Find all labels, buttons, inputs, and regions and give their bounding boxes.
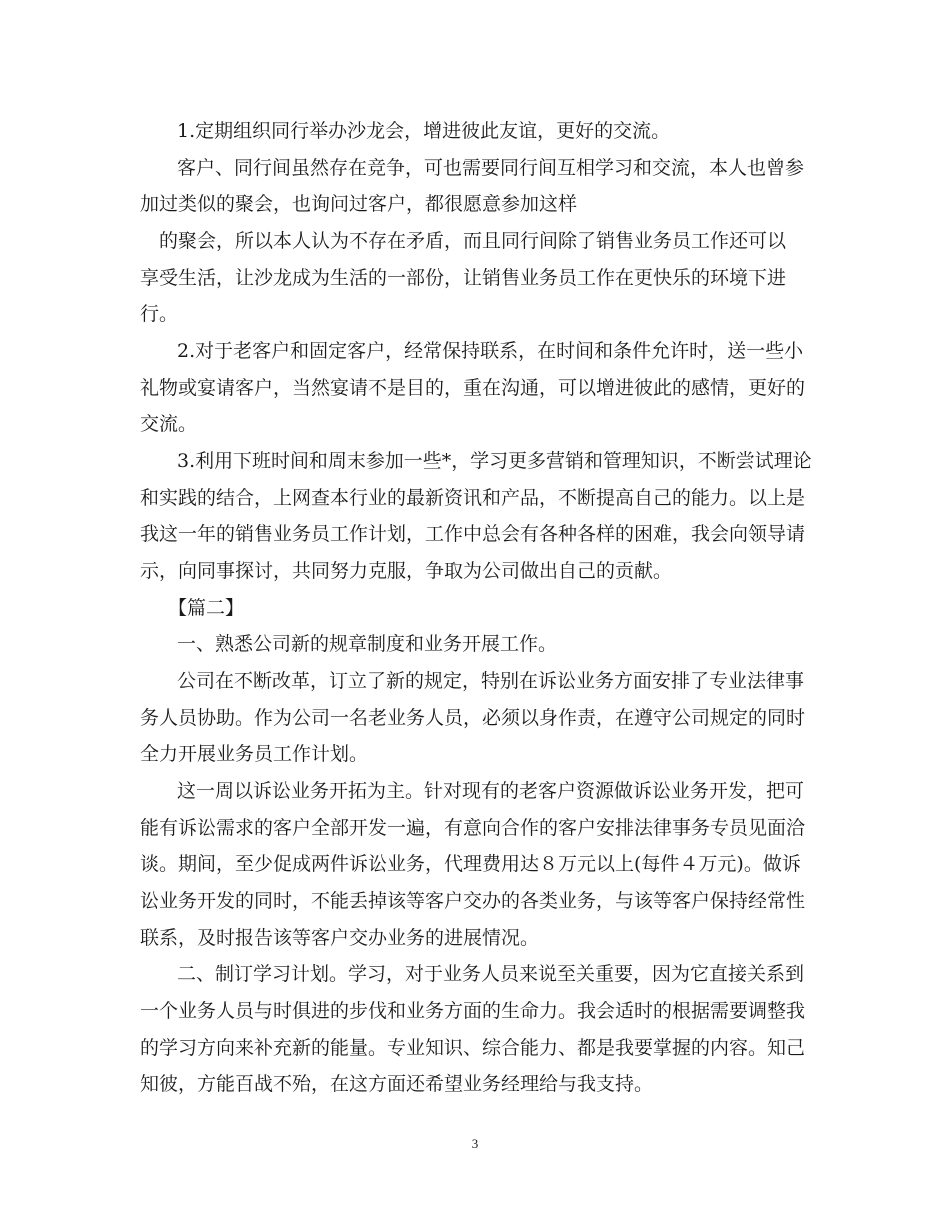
text-line: 公司在不断改革，订立了新的规定，特别在诉讼业务方面安排了专业法律事	[177, 670, 805, 692]
text-line: 这一周以诉讼业务开拓为主。针对现有的老客户资源做诉讼业务开发，把可	[177, 780, 805, 802]
text-line: 客户、同行间虽然存在竞争，可也需要同行间互相学习和交流，本人也曾参	[177, 157, 805, 179]
text-line: 一个业务人员与时俱进的步伐和业务方面的生命力。我会适时的根据需要调整我	[140, 1000, 806, 1022]
section-heading: 【篇二】	[168, 597, 245, 619]
text-line: 能有诉讼需求的客户全部开发一遍，有意向合作的客户安排法律事务专员见面洽	[140, 817, 806, 839]
page-number: 3	[471, 1136, 479, 1151]
text-line: 知彼，方能百战不殆，在这方面还希望业务经理给与我支持。	[140, 1073, 654, 1095]
text-line: 全力开展业务员工作计划。	[140, 743, 369, 765]
text-line: 享受生活，让沙龙成为生活的一部份，让销售业务员工作在更快乐的环境下进	[140, 267, 787, 289]
text-line: 务人员协助。作为公司一名老业务人员，必须以身作责，在遵守公司规定的同时	[140, 707, 806, 729]
text-line: 我这一年的销售业务员工作计划，工作中总会有各种各样的困难，我会向领导请	[140, 523, 806, 545]
text-line: 联系，及时报告该等客户交办业务的进展情况。	[140, 927, 540, 949]
text-line: 谈。期间，至少促成两件诉讼业务，代理费用达８万元以上(每件４万元)。做诉	[140, 853, 801, 875]
text-line: 的学习方向来补充新的能量。专业知识、综合能力、都是我要掌握的内容。知己	[140, 1037, 806, 1059]
text-line: 行。	[140, 303, 179, 325]
text-line: 1.定期组织同行举办沙龙会，增进彼此友谊，更好的交流。	[177, 120, 671, 142]
text-line: 加过类似的聚会，也询问过客户，都很愿意参加这样	[140, 193, 578, 215]
text-line: 示，向同事探讨，共同努力克服，争取为公司做出自己的贡献。	[140, 560, 673, 582]
text-line: 二、制订学习计划。学习，对于业务人员来说至关重要，因为它直接关系到	[177, 963, 805, 985]
text-line: 礼物或宴请客户，当然宴请不是目的，重在沟通，可以增进彼此的感情，更好的	[140, 377, 806, 399]
text-line: 2.对于老客户和固定客户，经常保持联系，在时间和条件允许时，送一些小	[177, 340, 804, 362]
text-line: 和实践的结合，上网查本行业的最新资讯和产品，不断提高自己的能力。以上是	[140, 487, 806, 509]
text-line: 一、熟悉公司新的规章制度和业务开展工作。	[177, 633, 558, 655]
text-line: 3.利用下班时间和周末参加一些*，学习更多营销和管理知识，不断尝试理论	[177, 450, 812, 472]
text-line: 交流。	[140, 413, 198, 435]
text-line: 的聚会，所以本人认为不存在矛盾，而且同行间除了销售业务员工作还可以	[159, 230, 787, 252]
text-line: 讼业务开发的同时，不能丢掉该等客户交办的各类业务，与该等客户保持经常性	[140, 890, 806, 912]
